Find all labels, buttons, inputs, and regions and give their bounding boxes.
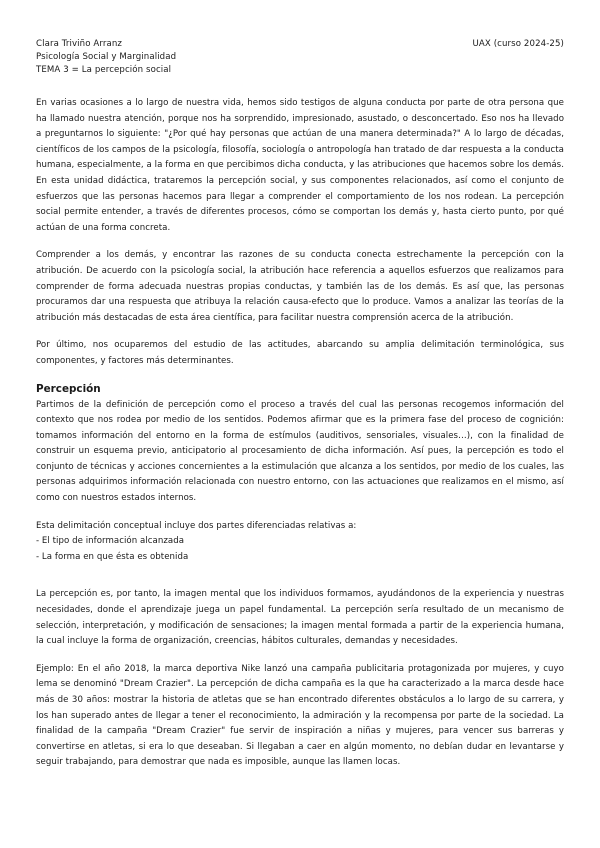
subject-name: Psicología Social y Marginalidad bbox=[36, 52, 177, 63]
author-name: Clara Triviño Arranz bbox=[36, 39, 123, 49]
page-header bbox=[36, 38, 564, 78]
topic-title: TEMA 3 = La percepción social bbox=[36, 65, 172, 76]
intro-paragraph-1: En varias ocasiones a lo largo de nuestra vida, hemos sido testigos de alguna conducta por parte de otra persona que ha llamado nuestra atención, porque nos ha sorprendido, impresionado, asustado, o desconcertado. Eso nos ha llevado a preguntarnos lo siguiente: "¿Por qué hay personas que actúan de una manera determinada?" A lo largo de décadas, científicos de los campos de la psicología, filosofía, sociología o antropología han tratado de dar respuesta a la conducta humana, especialmente, a la forma en que percibimos dicha conducta, y las atribuciones que hacemos sobre los demás. En esta unidad didáctica, trataremos la percepción social, y sus componentes relacionados, así como el conjunto de esfuerzos que las personas hacemos para llegar a comprender el comportamiento de los nos rodean. La percepción social permite entender, a través de diferentes procesos, cómo se comportan los demás y, hasta cierto punto, por qué actúan de una forma concreta. bbox=[36, 98, 564, 233]
section-heading: Percepción bbox=[36, 382, 101, 395]
section-paragraph-2: La percepción es, por tanto, la imagen mental que los individuos formamos, ayudándonos de la experiencia y nuestras necesidades, donde el aprendizaje juega un papel fundamental. La percepción sería resultado de un mecanismo de selección, interpretación, y modificación de sensaciones; la imagen mental formada a partir de la experiencia humana, la cual incluye la forma de organización, creencias, hábitos culturales, demandas y necesidades. bbox=[36, 589, 564, 647]
intro-paragraph-2: Comprender a los demás, y encontrar las razones de su conducta conecta estrechamente la percepción con la atribución. De acuerdo con la psicología social, la atribución hace referencia a aquellos esfuerzos que realizamos para comprender de forma adecuada nuestras propias conductas, y también las de los demás. Es así que, las personas procuramos dar una respuesta que atribuya la relación causa-efecto que lo produce. Vamos a analizar las teorías de la atribución más destacadas de esta área científica, para facilitar nuestra comprensión acerca de la atribución. bbox=[36, 250, 564, 323]
list-item: - La forma en que ésta es obtenida bbox=[36, 551, 189, 562]
intro-paragraph-3: Por último, nos ocuparemos del estudio de las actitudes, abarcando su amplia delimitación terminológica, sus componentes, y factores más determinantes. bbox=[36, 340, 564, 366]
section-paragraph-1: Partimos de la definición de percepción como el proceso a través del cual las personas recogemos información del contexto que nos rodea por medio de los sentidos. Podemos afirmar que es la primera fase del proceso de cognición: tomamos información del entorno en la forma de estímulos (auditivos, sensoriales, visuales…), con la finalidad de construir un esquema previo, anticipatorio al procesamiento de dicha información. Así pues, la percepción es todo el conjunto de técnicas y acciones concernientes a la estimulación que alcanza a los sentidos, por medio de los cuales, las personas adquirimos información relacionada con nuestro entorno, con las actuaciones que realizamos en el mismo, así como con nuestros estados internos. bbox=[36, 399, 564, 504]
spacer bbox=[36, 577, 564, 587]
list-intro: Esta delimitación conceptual incluye dos partes diferenciadas relativas a: bbox=[36, 520, 357, 531]
definition-list bbox=[36, 519, 564, 566]
course-label: UAX (curso 2024-25) bbox=[472, 39, 564, 49]
document-body bbox=[36, 96, 564, 783]
list-item: - El tipo de información alcanzada bbox=[36, 536, 185, 547]
example-paragraph: Ejemplo: En el año 2018, la marca deportiva Nike lanzó una campaña publicitaria protagonizada por mujeres, y cuyo lema se denominó "Dream Crazier". La percepción de dicha campaña es la que ha caracterizado a la marca desde hace más de 30 años: mostrar la historia de atletas que se han encontrado diferentes obstáculos a lo largo de su carrera, y los han superado antes de llegar a tener el reconocimiento, la admiración y la recompensa por parte de la sociedad. La finalidad de la campaña "Dream Crazier" fue servir de inspiración a niñas y mujeres, para vencer sus barreras y convertirse en atletas, si era lo que deseaban. Si llegaban a caer en algún momento, no debían dudar en levantarse y seguir trabajando, para demostrar que nada es imposible, aunque las llamen locas. bbox=[36, 663, 564, 768]
